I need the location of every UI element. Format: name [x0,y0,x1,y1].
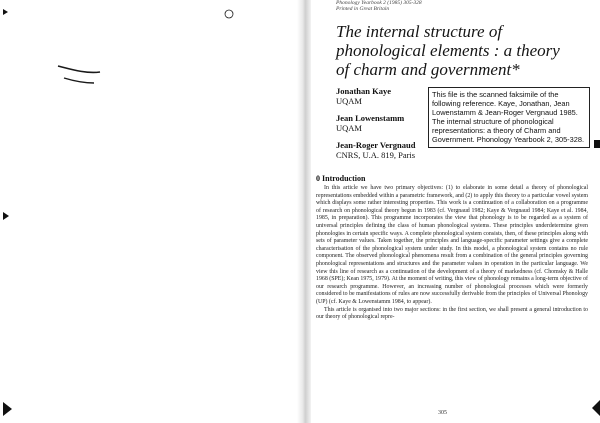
author-affiliation: UQAM [336,123,362,133]
body-paragraph: In this article we have two primary objectives: (1) to elaborate in some detail a theory of phonological representations embedded within a parametric framework, and (2) to apply this theory to a particular vowel system which displays some rather interesting properties. This work is a continuation of a collaboration on a programme of research on phonological theory begun in 1983 (cf. Vergnaud 1982; Kaye & Vergnaud 1984; Kaye et al. 1984, 1985, in preparation). This programme incorporates the view that phonology is to be regarded as a system of universal principles defining the class of human phonological systems. These principles underdetermine given phonologies in certain specific ways. A complete phonological system consists, then, of these principles along with sets of parameter values. Taken together, the principles and language-specific parameter settings give a complete characterisation of the phonological system under study. In this model, a phonological system contains no rule component. The observed phonological phenomena result from a combination of the general principles governing phonological representations and structures and the parameter values in operation in the particular language. We view this line of research as a continuation of the development of a theory of markedness (cf. Chomsky & Halle 1968 (SPE); Kean 1975, 1979). At the moment of writing, this view of phonology remains a long-term objective of our research programme. However, an increasing number of phonological processes which were formerly considered to be manifestations of rules are now successfully derivable from the principles of Universal Phonology (UP) (cf. Kaye & Lowenstamm 1984, to appear). [316,185,588,305]
author-entry [336,86,436,106]
page-number: 305 [438,410,447,416]
left-page-smudge [58,10,233,83]
author-name: Jean-Roger Vergnaud [336,140,416,150]
author-affiliation: UQAM [336,96,362,106]
section-heading: 0 Introduction [316,174,366,183]
body-paragraph: This article is organised into two major sections: in the first section, we shall present a general introduction to our theory of phonological repre- [316,306,588,321]
author-entry [336,140,436,160]
facsimile-notice: This file is the scanned faksimile of the following reference. Kaye, Jonathan, Jean Lowenstamm & Jean-Roger Vergnaud 1985. The internal structure of phonological representations: a theory of Charm and Government. Phonology Yearbook 2, 305-328. [428,87,590,148]
book-gutter [297,0,311,423]
journal-header [336,0,422,12]
author-entry [336,113,436,133]
author-list [336,86,436,167]
article-title: The internal structure of phonological elements : a theory of charm and government* [336,22,560,79]
author-name: Jonathan Kaye [336,86,392,96]
journal-printer: Printed in Great Britain [336,6,390,12]
journal-citation: Phonology Yearbook 2 (1985) 305-328 [336,0,422,6]
author-affiliation: CNRS, U.A. 819, Paris [336,150,416,160]
author-name: Jean Lowenstamm [336,113,405,123]
article-body [316,185,588,322]
